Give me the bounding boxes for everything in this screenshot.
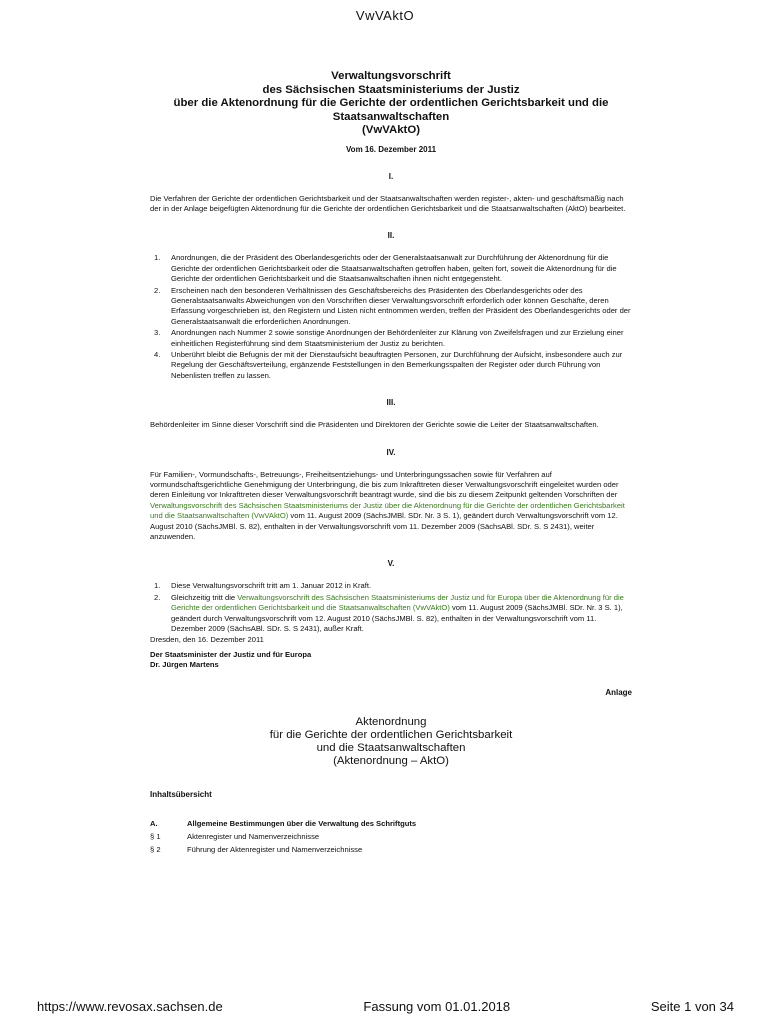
title-line: (Aktenordnung – AktO) [333, 755, 449, 768]
document-title [150, 70, 632, 138]
list-item-text-before: Gleichzeitig tritt die [171, 592, 238, 602]
list-item [150, 593, 632, 635]
toc-row[interactable] [150, 830, 632, 843]
title-line: für die Gerichte der ordentlichen Gerichtsbarkeit [269, 728, 513, 741]
section-3-text: Behördenleiter im Sinne dieser Vorschrift sind die Präsidenten und Direktoren der Gerichte sowie die Leiter der Staatsanwaltschaften. [150, 420, 599, 430]
list-item-text: Unberührt bleibt die Befugnis der mit der Dienstaufsicht beauftragten Personen, zur Durchführung der Aufsicht, insbesondere auch zur Regelung der Geschäftsverteilung, ergänzende Feststellungen in den Bemerkungsspalten der Register oder durch Führung von Nebenlisten treffen zu lassen. [171, 349, 623, 380]
list-item [150, 350, 632, 381]
section-2-list [150, 253, 632, 381]
list-item-text: Diese Verwaltungsvorschrift tritt am 1. Januar 2012 in Kraft. [171, 581, 372, 591]
list-item-number: 3. [154, 328, 161, 338]
footer-url[interactable]: https://www.revosax.sachsen.de [37, 999, 223, 1014]
toc-number: § 1 [150, 831, 161, 841]
list-item-text: Anordnungen nach Nummer 2 sowie sonstige Anordnungen der Behördenleiter zur Klärung von Zweifelsfragen und zur Erzielung einer einheitlichen Registerführung sind dem Staatsministerium der Justiz zu berichten. [171, 328, 624, 348]
list-item [150, 328, 632, 349]
table-of-contents [150, 817, 632, 856]
title-line: Verwaltungsvorschrift [331, 70, 451, 82]
toc-number: § 2 [150, 844, 161, 854]
title-line: (VwVAktO) [361, 124, 420, 136]
toc-title: Inhaltsübersicht [150, 789, 212, 799]
vwvakto-2009-link[interactable]: Verwaltungsvorschrift des Sächsischen Staatsministeriums der Justiz über die Aktenordnung für die Gerichte der ordentlichen Gerichtsbarkeit und die Staatsanwaltschaften (VwVAktO) [150, 500, 625, 521]
list-item [150, 253, 632, 284]
toc-text: Führung der Aktenregister und Namenverzeichnisse [187, 844, 363, 854]
document-body [150, 70, 632, 856]
section-heading-3: III. [386, 398, 396, 408]
section-4-text-after: vom 11. August 2009 (SächsJMBl. SDr. Nr. 3 S. 1), geändert durch Verwaltungsvorschrift vom 12. August 2010 (SächsJMBl. S. 82), enthalten in der Verwaltungsvorschrift vom 11. Dezember 2009 (SächsABl. SDr. S. S 2431), weiter anzuwenden. [150, 511, 618, 542]
toc-row[interactable] [150, 843, 632, 856]
list-item-text: Erscheinen nach den besonderen Verhältnissen des Geschäftsbereichs des Präsidenten des Oberlandesgerichts oder des Generalstaatsanwalts Abweichungen von den Vorschriften dieser Verwaltungsvorschrift erforderlich oder können Geschäfte, deren Erfassung vorgeschrieben ist, den Registern und Listen nicht entnommen werden, treffen der Präsident des Oberlandesgerichts oder der Generalstaatsanwalt die erforderlichen Anordnungen. [171, 285, 631, 326]
toc-text: Allgemeine Bestimmungen über die Verwaltung des Schriftguts [187, 818, 417, 828]
list-item-number: 1. [154, 253, 161, 263]
signature-role: Der Staatsminister der Justiz und für Europa [150, 649, 312, 659]
footer-page-number: Seite 1 von 34 [650, 999, 734, 1014]
footer-version: Fassung vom 01.01.2018 [363, 999, 511, 1014]
toc-row[interactable] [150, 817, 632, 830]
title-line: Aktenordnung [355, 715, 427, 728]
list-item-text-after: vom 11. August 2009 (SächsJMBl. SDr. Nr. 3 S. 1), geändert durch Verwaltungsvorschrift vom 12. August 2010 (SächsJMBl. S. 82), enthalten in der Verwaltungsvorschrift vom 11. Dezember 2009 (SächsABl. SDr. S. S 2431), außer Kraft. [171, 603, 623, 634]
section-5-list [150, 581, 632, 634]
list-item-text: Anordnungen, die der Präsident des Oberlandesgerichts oder der Generalstaatsanwalt zur Durchführung der Aktenordnung für die Gerichte der ordentlichen Gerichtsbarkeit oder die Staatsanwaltschaften getroffen haben, gelten fort, soweit die Aktenordnung für die Gerichte der ordentlichen Gerichtsbarkeit und die Staatsanwaltschaften ihnen nicht entgegensteht. [171, 253, 617, 284]
title-line: Staatsanwaltschaften [332, 110, 450, 123]
list-item [150, 581, 632, 591]
document-date: Vom 16. Dezember 2011 [345, 144, 437, 154]
toc-number: A. [150, 818, 158, 828]
page-header-title: VwVAktO [355, 8, 415, 23]
title-line: des Sächsischen Staatsministeriums der Justiz [262, 83, 520, 96]
list-item [150, 286, 632, 328]
toc-text: Aktenregister und Namenverzeichnisse [187, 831, 320, 841]
section-heading-2: II. [387, 231, 395, 241]
aktenordnung-title [150, 716, 632, 769]
section-4-text-before: Für Familien-, Vormundschafts-, Betreuungs-, Freiheitsentziehungs- und Unterbringungssachen sowie für Verfahren auf vormundschaftsgerichtliche Genehmigung der Unterbringung, die bis zum Inkrafttreten dieser Verwaltungsvorschrift eingeleitet wurden oder deren Einleitung vor Inkrafttreten dieser Verwaltungsvorschrift beantragt wurde, sind die bis zu diesem Zeitpunkt geltenden Vorschriften der [150, 469, 619, 500]
section-heading-5: V. [387, 559, 395, 569]
page-footer [37, 999, 734, 1014]
section-4-text [150, 470, 632, 543]
section-1-text: Die Verfahren der Gerichte der ordentlichen Gerichtsbarkeit und der Staatsanwaltschaften werden register-, akten- und geschäftsmäßig nach der in der Anlage beigefügten Aktenordnung für die Gerichte der ordentlichen Gerichtsbarkeit und die Staatsanwaltschaften (AktO) bearbeitet. [150, 193, 626, 213]
list-item-text [171, 593, 632, 635]
title-line: über die Aktenordnung für die Gerichte der ordentlichen Gerichtsbarkeit und die [173, 97, 609, 109]
anlage-label: Anlage [605, 687, 632, 697]
section-heading-4: IV. [386, 447, 396, 457]
signature-place-date: Dresden, den 16. Dezember 2011 [150, 635, 264, 645]
list-item-number: 1. [154, 581, 161, 591]
list-item-number: 4. [154, 349, 161, 359]
list-item-number: 2. [154, 592, 161, 602]
signature-name: Dr. Jürgen Martens [150, 660, 219, 670]
section-heading-1: I. [388, 171, 394, 181]
list-item-number: 2. [154, 285, 161, 295]
title-line: und die Staatsanwaltschaften [316, 742, 466, 755]
vwvakto-europa-link[interactable]: Verwaltungsvorschrift des Sächsischen Staatsministeriums der Justiz und für Europa über die Aktenordnung für die Gerichte der ordentlichen Gerichtsbarkeit und die Staatsanwaltschaften (VwVAktO) [171, 592, 624, 613]
